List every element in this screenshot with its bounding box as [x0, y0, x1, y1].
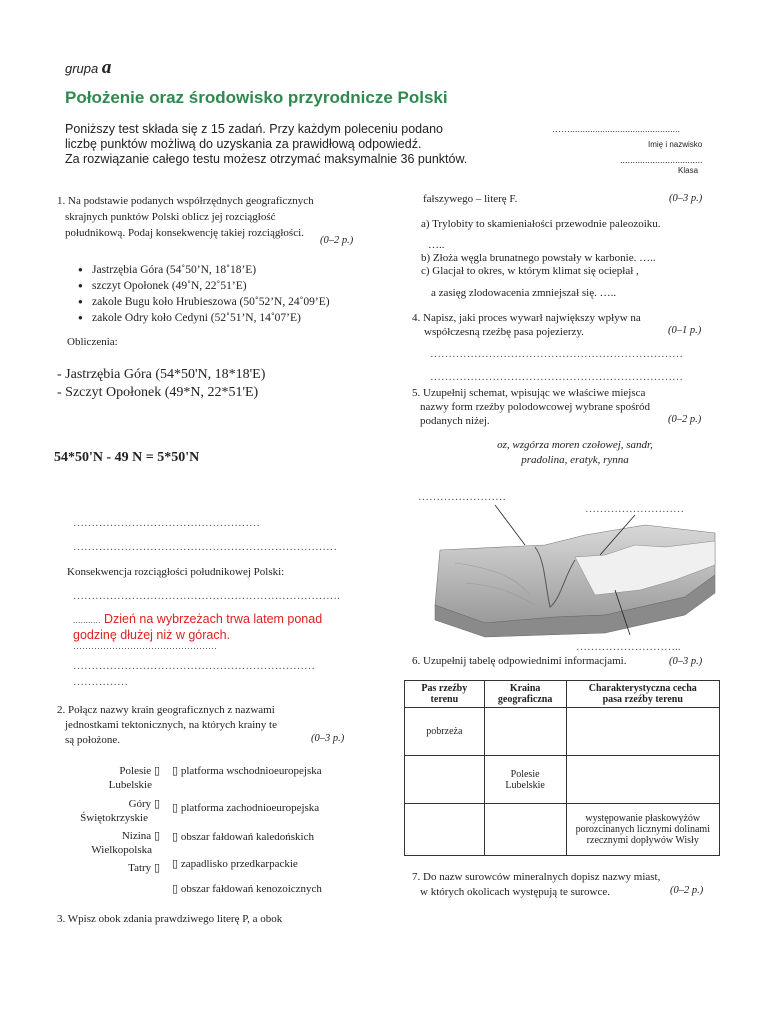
intro-line: Za rozwiązanie całego testu możesz otrzymać maksymalnie 36 punktów. [65, 152, 468, 166]
answer-dots: ………………………………………………………… [73, 660, 315, 672]
q3-item-c-cont: a zasięg zlodowacenia zmniejszał się. ….. [431, 287, 617, 299]
answer-dots: ……………………………………………………………… [73, 541, 337, 553]
answer-dots: ………………………………………… [73, 641, 217, 651]
table-row [405, 708, 720, 756]
bullet-item: ● zakole Odry koło Cedyni (52˚51’N, 14˚07’E) [78, 310, 378, 326]
table-cell: występowanie płaskowyżów porozcinanych licznymi dolinami rzecznymi dopływów Wisły [566, 804, 719, 856]
forms-line: pradolina, eratyk, rynna [521, 454, 629, 466]
q1-bullets [78, 262, 378, 326]
table-cell[interactable] [484, 708, 566, 756]
q2-left-item[interactable]: Tatry ▯ [128, 862, 160, 874]
q6-table [404, 680, 720, 856]
q5-line: podanych niżej. [420, 415, 490, 427]
q7-line: 7. Do nazw surowców mineralnych dopisz nazwy miast, [412, 871, 661, 883]
answer-dots[interactable]: …………………………………………………………… [430, 371, 683, 383]
region-name: Góry [128, 798, 152, 810]
q2-right-item[interactable]: ▯ platforma wschodnioeuropejska [172, 765, 322, 777]
answer-dots: …………………………………………… [73, 517, 260, 529]
table-cell[interactable] [566, 756, 719, 804]
intro-line: liczbę punktów możliwą do uzyskania za prawidłową odpowiedź. [65, 137, 422, 151]
answer-dots: …………… [73, 676, 128, 688]
table-header: Charakterystyczna cecha pasa rzeźby terenu [566, 681, 719, 708]
q3-item-a: a) Trylobity to skamieniałości przewodnie paleozoiku. [421, 218, 661, 230]
group-prefix: grupa [65, 61, 99, 76]
class-label: Klasa [678, 166, 699, 175]
q4-line: współczesną rzeźbę pasa pojezierzy. [424, 326, 584, 338]
q2-right-item[interactable]: ▯ obszar fałdowań kenozoicznych [172, 883, 322, 895]
q2-line: jednostkami tektonicznych, na których krainy te [65, 719, 277, 731]
q4-points: (0–1 p.) [668, 325, 702, 336]
bullet-item: ● szczyt Opołonek (49˚N, 22˚51’E) [78, 278, 378, 294]
region-name: Polesie [119, 765, 152, 777]
intro-line: Poniższy test składa się z 15 zadań. Przy każdym poleceniu podano [65, 122, 443, 136]
table-header-row [405, 681, 720, 708]
table-cell[interactable] [566, 708, 719, 756]
q2-line: 2. Połącz nazwy krain geograficznych z nazwami [57, 704, 275, 716]
q1-line: skrajnych punktów Polski oblicz jej rozciągłość [65, 211, 276, 223]
calc-label: Obliczenia: [67, 336, 118, 348]
region-name: Nizina [121, 830, 152, 842]
table-header: Kraina geograficzna [484, 681, 566, 708]
answer-dots[interactable]: …………………………………………………………… [430, 348, 683, 360]
q7-line: w których okolicach występują te surowce. [420, 886, 610, 898]
answer-dots: ………………………………………………………………. [73, 590, 340, 602]
answer-red-line: godzinę dłużej niż w górach. [73, 628, 231, 642]
tectonic-unit: obszar fałdowań kenozoicznych [180, 883, 322, 895]
table-cell[interactable] [484, 804, 566, 856]
q5-forms [420, 438, 730, 468]
q4-line: 4. Napisz, jaki proces wywarł największy wpływ na [412, 312, 641, 324]
q2-left-item[interactable]: Nizina ▯ Wielkopolska [60, 829, 160, 857]
q7-points: (0–2 p.) [670, 885, 704, 896]
q2-right-item[interactable]: ▯ zapadlisko przedkarpackie [172, 858, 298, 870]
q3-item-c: c) Glacjał to okres, w którym klimat się ociepłał , [421, 265, 639, 277]
group-label [65, 57, 111, 79]
table-row [405, 756, 720, 804]
q2-points: (0–3 p.) [311, 733, 345, 744]
q1-line: południkową. Podaj konsekwencję takiej rozciągłości. [65, 227, 304, 239]
q5-line: nazwy form rzeźby polodowcowej wybrane spośród [420, 401, 651, 413]
q6-points: (0–3 p.) [669, 656, 703, 667]
q2-left-item[interactable]: Góry ▯ Świętokrzyskie [60, 797, 160, 825]
q2-right-item[interactable]: ▯ obszar fałdowań kaledońskich [172, 831, 314, 843]
q2-right-item[interactable]: ▯ platforma zachodnioeuropejska [172, 802, 320, 814]
q2-line: są położone. [65, 734, 120, 746]
q3-cont: fałszywego – literę F. [423, 193, 518, 205]
table-cell[interactable] [405, 804, 485, 856]
name-field[interactable]: ……............................................ [552, 124, 681, 134]
bullet-item: ● Jastrzębia Góra (54˚50’N, 18˚18’E) [78, 262, 378, 278]
answer-line: - Szczyt Opołonek (49*N, 22*51'E) [57, 385, 259, 400]
diagram-label-right[interactable]: ……………………… [585, 503, 684, 515]
answer-prefix: ........... [73, 615, 101, 625]
group-letter: a [101, 57, 112, 78]
region-name: Tatry [128, 862, 152, 874]
q6-text: 6. Uzupełnij tabelę odpowiednimi informacjami. [412, 655, 627, 667]
q1-points: (0–2 p.) [320, 235, 354, 246]
forms-line: oz, wzgórza moren czołowej, sandr, [497, 439, 653, 451]
region-name: Świętokrzyskie [80, 812, 148, 824]
q3-item-a-dots[interactable]: ….. [428, 239, 445, 251]
tectonic-unit: obszar fałdowań kaledońskich [180, 831, 314, 843]
page-title: Położenie oraz środowisko przyrodnicze Polski [65, 88, 448, 107]
q1-answer [57, 366, 265, 402]
tectonic-unit: platforma zachodnioeuropejska [180, 802, 320, 814]
tectonic-unit: zapadlisko przedkarpackie [180, 858, 298, 870]
q3-points: (0–3 p.) [669, 193, 703, 204]
q3-item-b: b) Złoża węgla brunatnego powstały w karbonie. ….. [421, 252, 656, 264]
table-header: Pas rzeźby terenu [405, 681, 485, 708]
diagram-label-left[interactable]: …………………… [418, 491, 506, 503]
region-name: Wielkopolska [91, 844, 152, 856]
q3-text: 3. Wpisz obok zdania prawdziwego literę P, a obok [57, 913, 283, 925]
q1-result: 54*50'N - 49 N = 5*50'N [54, 450, 200, 465]
q1-line: 1. Na podstawie podanych współrzędnych geograficznych [57, 195, 314, 207]
q5-line: 5. Uzupełnij schemat, wpisując we właściwe miejsca [412, 387, 646, 399]
consequence-label: Konsekwencja rozciągłości południkowej Polski: [67, 566, 285, 578]
q1-text [57, 193, 367, 241]
table-row [405, 804, 720, 856]
table-cell: pobrzeża [405, 708, 485, 756]
bullet-item: ● zakole Bugu koło Hrubieszowa (50˚52’N, 24˚09’E) [78, 294, 378, 310]
q2-left-item[interactable]: Polesie ▯ Lubelskie [60, 764, 160, 792]
class-field[interactable]: ................................. [620, 155, 703, 165]
name-label: Imię i nazwisko [648, 140, 703, 149]
glacial-landform-diagram [425, 505, 720, 645]
answer-line: - Jastrzębia Góra (54*50'N, 18*18'E) [57, 367, 266, 382]
table-cell[interactable] [405, 756, 485, 804]
intro-text [65, 122, 535, 167]
diagram-label-bottom[interactable]: ……………………….. [576, 641, 681, 653]
q1-consequence-answer [73, 612, 373, 643]
tectonic-unit: platforma wschodnioeuropejska [180, 765, 322, 777]
table-cell: Polesie Lubelskie [484, 756, 566, 804]
region-name: Lubelskie [108, 779, 152, 791]
answer-red-line: Dzień na wybrzeżach trwa latem ponad [104, 612, 323, 626]
q5-points: (0–2 p.) [668, 414, 702, 425]
